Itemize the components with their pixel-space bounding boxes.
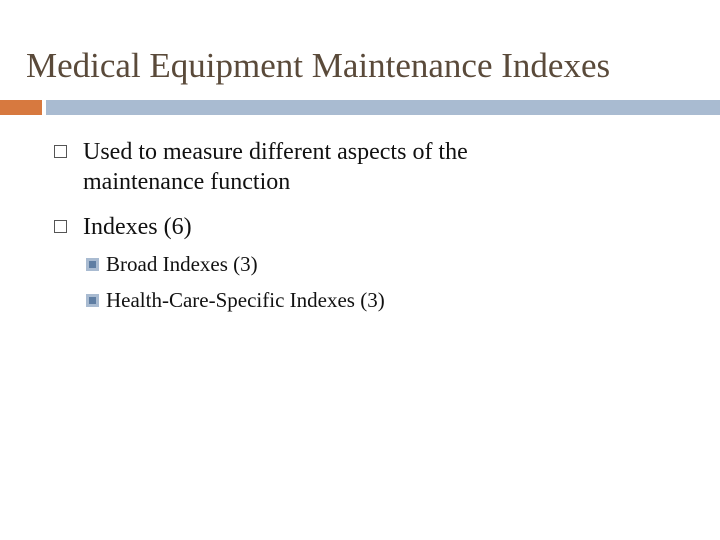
sub-bullet-item bbox=[86, 287, 385, 313]
hollow-square-bullet-icon bbox=[54, 145, 67, 158]
sub-bullet-text: Broad Indexes (3) bbox=[106, 252, 258, 276]
sub-bullet-item bbox=[86, 251, 258, 277]
title-divider-bar bbox=[46, 100, 720, 115]
bullet-line: Used to measure different aspects of the bbox=[83, 139, 468, 165]
filled-square-bullet-icon bbox=[86, 258, 99, 271]
slide-title: Medical Equipment Maintenance Indexes bbox=[26, 46, 611, 85]
bullet-line: maintenance function bbox=[83, 169, 291, 195]
bullet-item bbox=[54, 212, 192, 242]
hollow-square-bullet-icon bbox=[54, 220, 67, 233]
title-divider-accent bbox=[0, 100, 42, 115]
bullet-line: Indexes (6) bbox=[83, 214, 192, 240]
filled-square-bullet-icon bbox=[86, 294, 99, 307]
sub-bullet-text: Health-Care-Specific Indexes (3) bbox=[106, 288, 385, 312]
bullet-item bbox=[54, 137, 468, 197]
bullet-text bbox=[83, 137, 468, 197]
